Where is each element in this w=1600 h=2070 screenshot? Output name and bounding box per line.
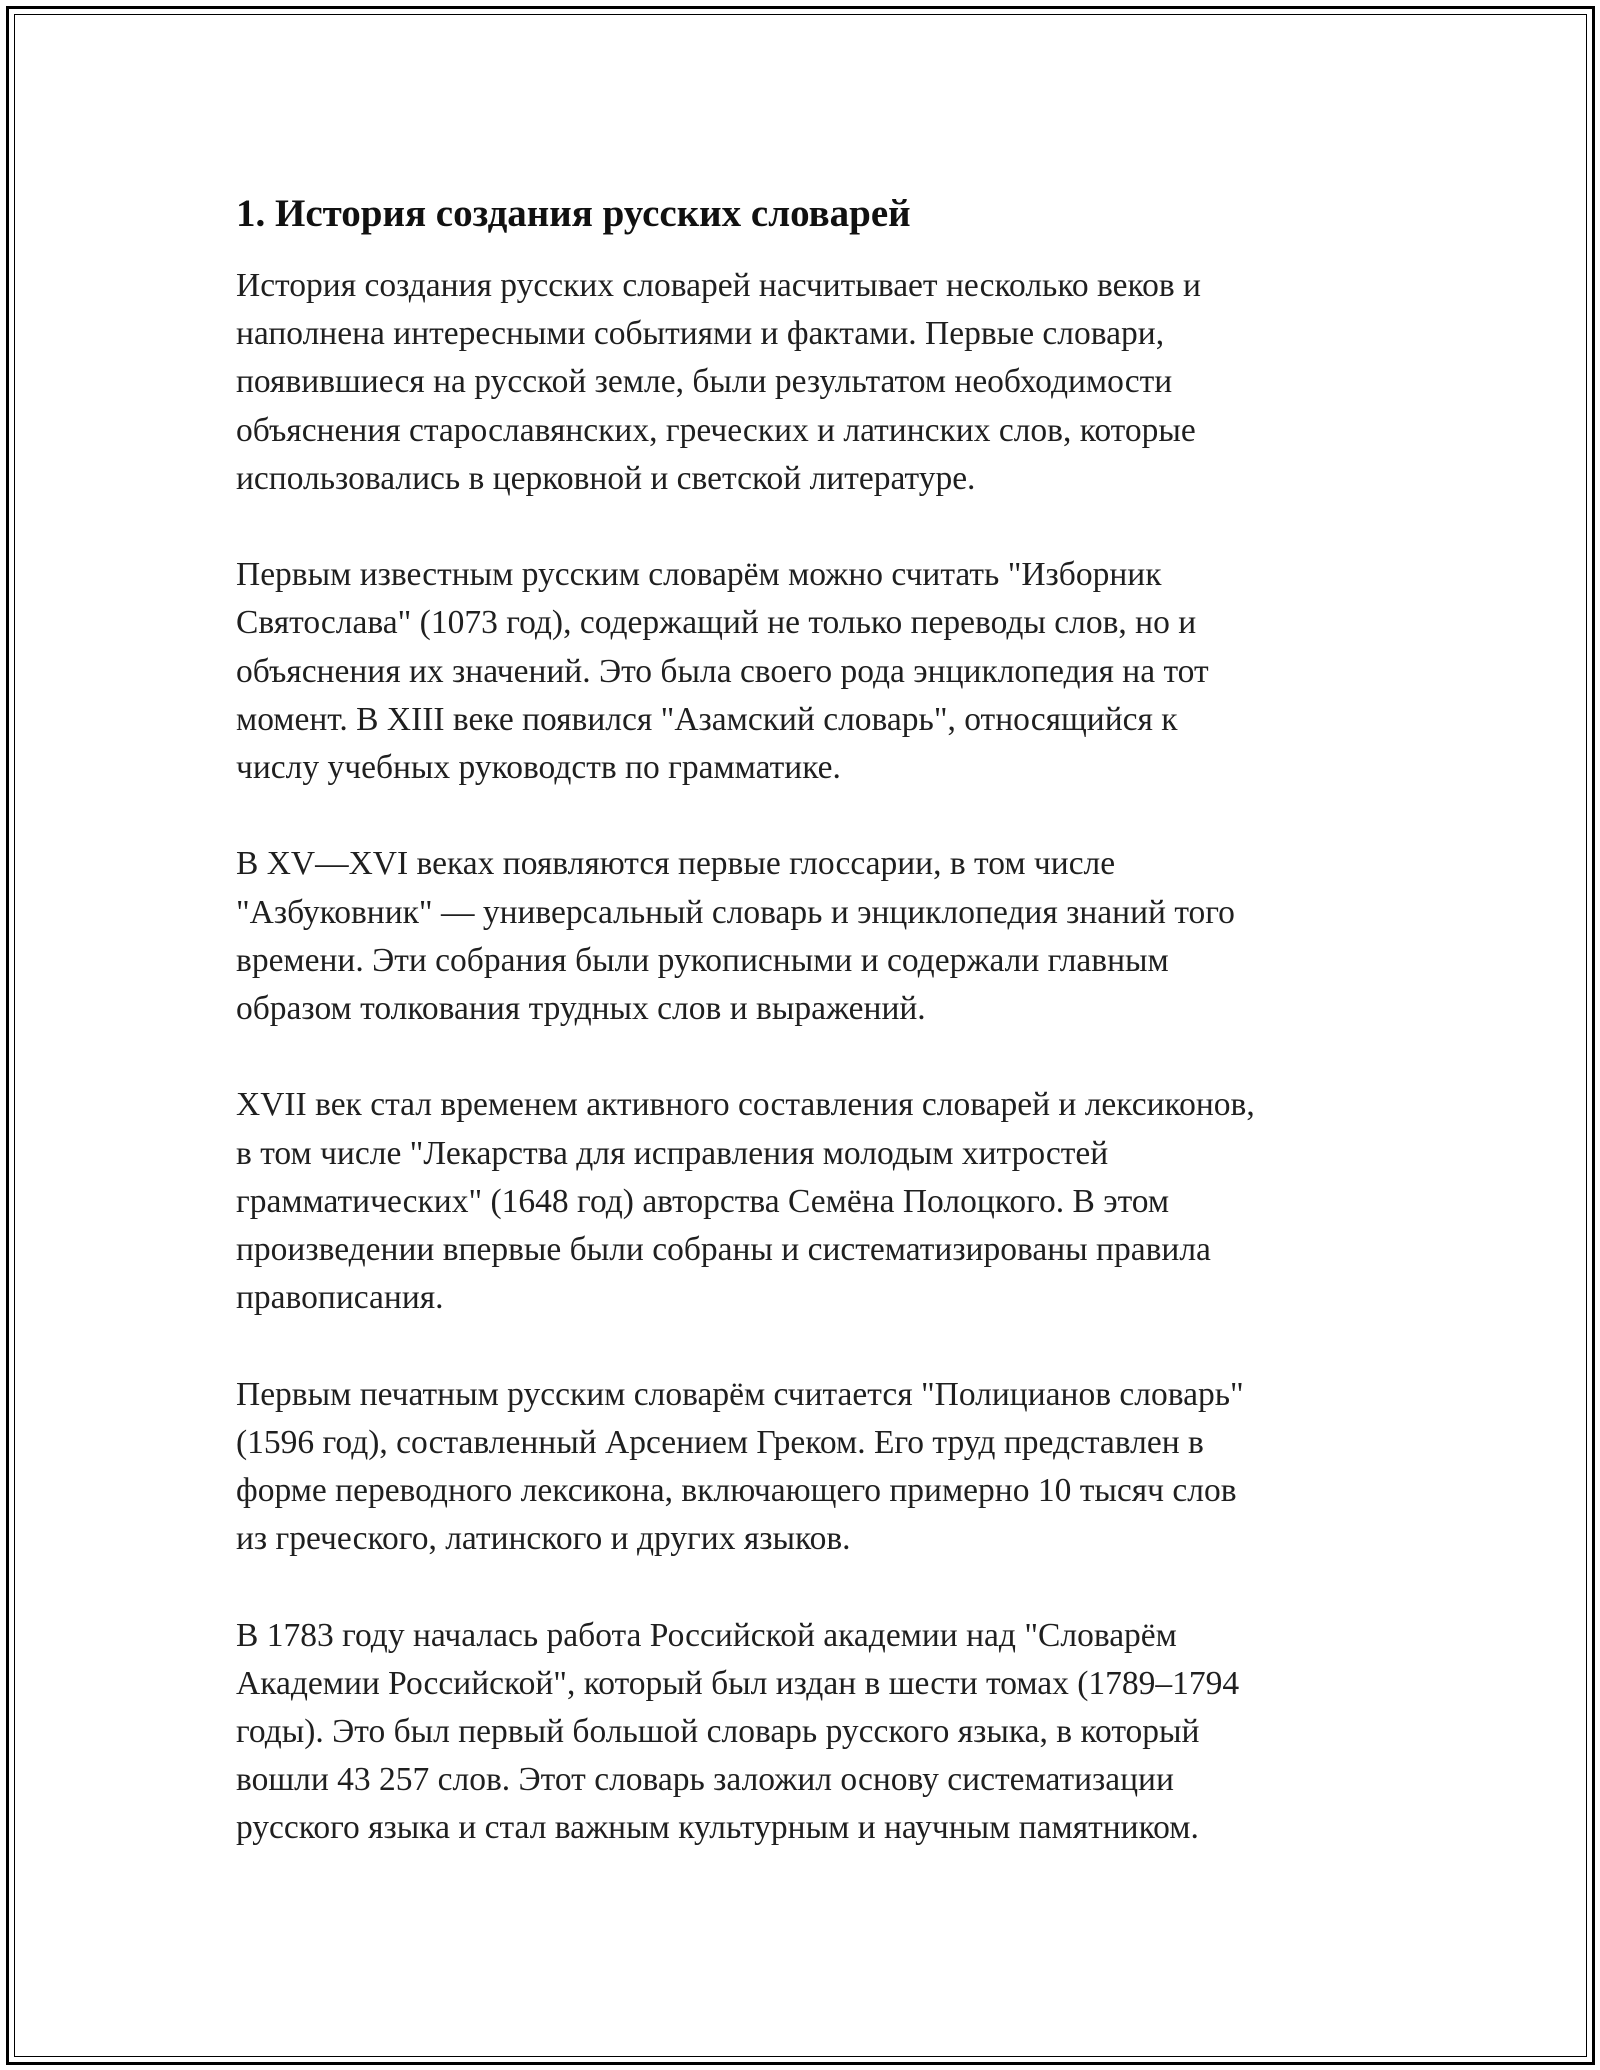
- document-body: [236, 188, 1366, 1901]
- paragraph-5: Первым печатным русским словарём считается "Полицианов словарь" (1596 год), составленный Арсением Греком. Его труд представлен в форме переводного лексикона, включающего примерно 10 тысяч слов из греческого, латинского и других языков.: [236, 1375, 1244, 1558]
- section-heading: 1. История создания русских словарей: [236, 192, 911, 235]
- paragraph-6: В 1783 году началась работа Российской академии над "Словарём Академии Российской", который был издан в шести томах (1789–1794 годы). Это был первый большой словарь русского языка, в который вошли 43 257 слов. Этот словарь заложил основу систематизации русского языка и стал важным культурным и научным памятником.: [236, 1616, 1240, 1847]
- paragraph-4: XVII век стал временем активного составления словарей и лексиконов, в том числе "Лекарства для исправления молодым хитростей грамматических" (1648 год) авторства Семёна Полоцкого. В этом произведении впервые были собраны и систематизированы правила правописания.: [236, 1086, 1255, 1317]
- paragraph-2: Первым известным русским словарём можно считать "Изборник Святослава" (1073 год), содержащий не только переводы слов, но и объяснения их значений. Это была своего рода энциклопедия на тот момент. В XIII веке появился "Азамский словарь", относящийся к числу учебных руководств по грамматике.: [236, 556, 1209, 787]
- paragraph-3: В XV—XVI веках появляются первые глоссарии, в том числе "Азбуковник" — универсальный словарь и энциклопедия знаний того времени. Эти собрания были рукописными и содержали главным образом толкования трудных слов и выражений.: [236, 845, 1235, 1028]
- paragraph-1: История создания русских словарей насчитывает несколько веков и наполнена интересными событиями и фактами. Первые словари, появившиеся на русской земле, были результатом необходимости объяснения старославянских, греческих и латинских слов, которые использовались в церковной и светской литературе.: [236, 267, 1201, 497]
